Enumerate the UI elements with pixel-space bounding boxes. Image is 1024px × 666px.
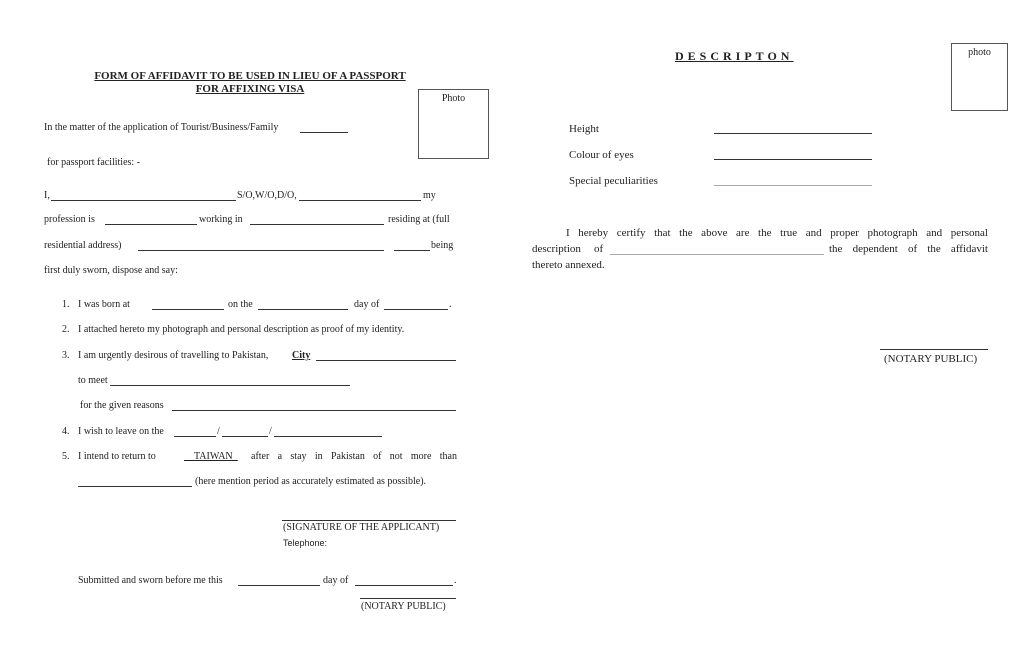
date-slash-1: /: [217, 426, 220, 437]
telephone-label: Telephone:: [283, 538, 328, 548]
sworn-text: first duly sworn, dispose and say:: [44, 265, 178, 276]
workplace-field[interactable]: [250, 224, 384, 225]
certify-of: of: [594, 243, 604, 255]
notary-label: (NOTARY PUBLIC): [361, 601, 446, 612]
eyes-label: Colour of eyes: [569, 149, 634, 161]
deponent-name-field[interactable]: [51, 200, 236, 201]
return-country: __TAIWAN_: [184, 451, 238, 462]
item2-number: 2.: [62, 324, 70, 335]
profession-field[interactable]: [105, 224, 197, 225]
item5-number: 5.: [62, 451, 70, 462]
profession-label: profession is: [44, 214, 95, 225]
item5-note: (here mention period as accurately estimated as possible).: [195, 476, 427, 487]
height-label: Height: [569, 123, 599, 135]
leave-year-field[interactable]: [274, 436, 382, 437]
passport-text: for passport facilities: -: [47, 157, 141, 168]
certify-description: description: [532, 243, 581, 255]
notary-signature-line[interactable]: [360, 598, 456, 599]
certify-line1: I hereby certify that the above are the true and proper photograph and personal: [566, 227, 988, 239]
reasons-label: for the given reasons: [80, 400, 164, 411]
form-subtitle: FOR AFFIXING VISA: [195, 83, 305, 95]
my-label: my: [423, 190, 436, 201]
residing-label: residing at (full: [388, 214, 450, 225]
signature-line[interactable]: [282, 520, 456, 521]
stay-period-field[interactable]: [78, 486, 192, 487]
reasons-field[interactable]: [172, 410, 456, 411]
signature-label: (SIGNATURE OF THE APPLICANT): [283, 522, 440, 533]
eyes-field[interactable]: [714, 159, 872, 160]
item5-text: I intend to return to: [78, 451, 156, 462]
photo-label: Photo: [441, 93, 466, 104]
address-field-end[interactable]: [394, 250, 430, 251]
item1-number: 1.: [62, 299, 70, 310]
right-notary-label: (NOTARY PUBLIC): [884, 353, 978, 365]
visa-type-field[interactable]: [300, 132, 348, 133]
item5-text-cont: after a stay in Pakistan of not more than: [251, 451, 457, 462]
photo-label-right: photo: [968, 47, 991, 58]
submitted-text: Submitted and sworn before me this: [78, 575, 223, 586]
birth-day-field[interactable]: [258, 309, 348, 310]
description-title: DESCRIPTON: [675, 49, 794, 63]
working-label: working in: [199, 214, 243, 225]
leave-day-field[interactable]: [174, 436, 216, 437]
peculiarities-field[interactable]: [714, 185, 872, 186]
certify-line3: thereto annexed.: [532, 259, 605, 271]
item1-day-of: day of: [354, 299, 380, 310]
birthplace-field[interactable]: [152, 309, 224, 310]
photo-box-right: [951, 43, 1008, 111]
city-field[interactable]: [316, 360, 456, 361]
submitted-period: .: [454, 575, 457, 586]
item3-number: 3.: [62, 350, 70, 361]
height-field[interactable]: [714, 133, 872, 134]
address-label: residential address): [44, 240, 122, 251]
right-notary-signature-line[interactable]: [880, 349, 988, 350]
city-label: City: [292, 350, 311, 361]
item2-text: I attached hereto my photograph and personal description as proof of my identity.: [78, 324, 405, 335]
item1-on-the: on the: [228, 299, 253, 310]
peculiarities-label: Special peculiarities: [569, 175, 658, 187]
date-slash-2: /: [269, 426, 272, 437]
form-title: FORM OF AFFIDAVIT TO BE USED IN LIEU OF A PASSPORT: [94, 70, 406, 82]
address-field[interactable]: [138, 250, 384, 251]
matter-text: In the matter of the application of Tourist/Business/Family: [44, 122, 279, 133]
leave-month-field[interactable]: [222, 436, 268, 437]
item1-text: I was born at: [78, 299, 130, 310]
dependent-name-field[interactable]: [610, 254, 824, 255]
item1-period: .: [449, 299, 452, 310]
certify-dependent: the dependent of the affidavit: [829, 243, 988, 255]
sworn-day-field[interactable]: [238, 585, 320, 586]
being-label: being: [431, 240, 454, 251]
relation-name-field[interactable]: [299, 200, 421, 201]
item3-text: I am urgently desirous of travelling to Pakistan,: [78, 350, 269, 361]
item4-number: 4.: [62, 426, 70, 437]
meet-label: to meet: [78, 375, 108, 386]
item4-text: I wish to leave on the: [78, 426, 164, 437]
sworn-month-field[interactable]: [355, 585, 453, 586]
photo-box: [418, 89, 489, 159]
meet-field[interactable]: [110, 385, 350, 386]
deponent-prefix: I,: [44, 190, 50, 201]
relation-label: S/O,W/O,D/O,: [237, 190, 297, 201]
sworn-day-of: day of: [323, 575, 349, 586]
birth-month-field[interactable]: [384, 309, 448, 310]
